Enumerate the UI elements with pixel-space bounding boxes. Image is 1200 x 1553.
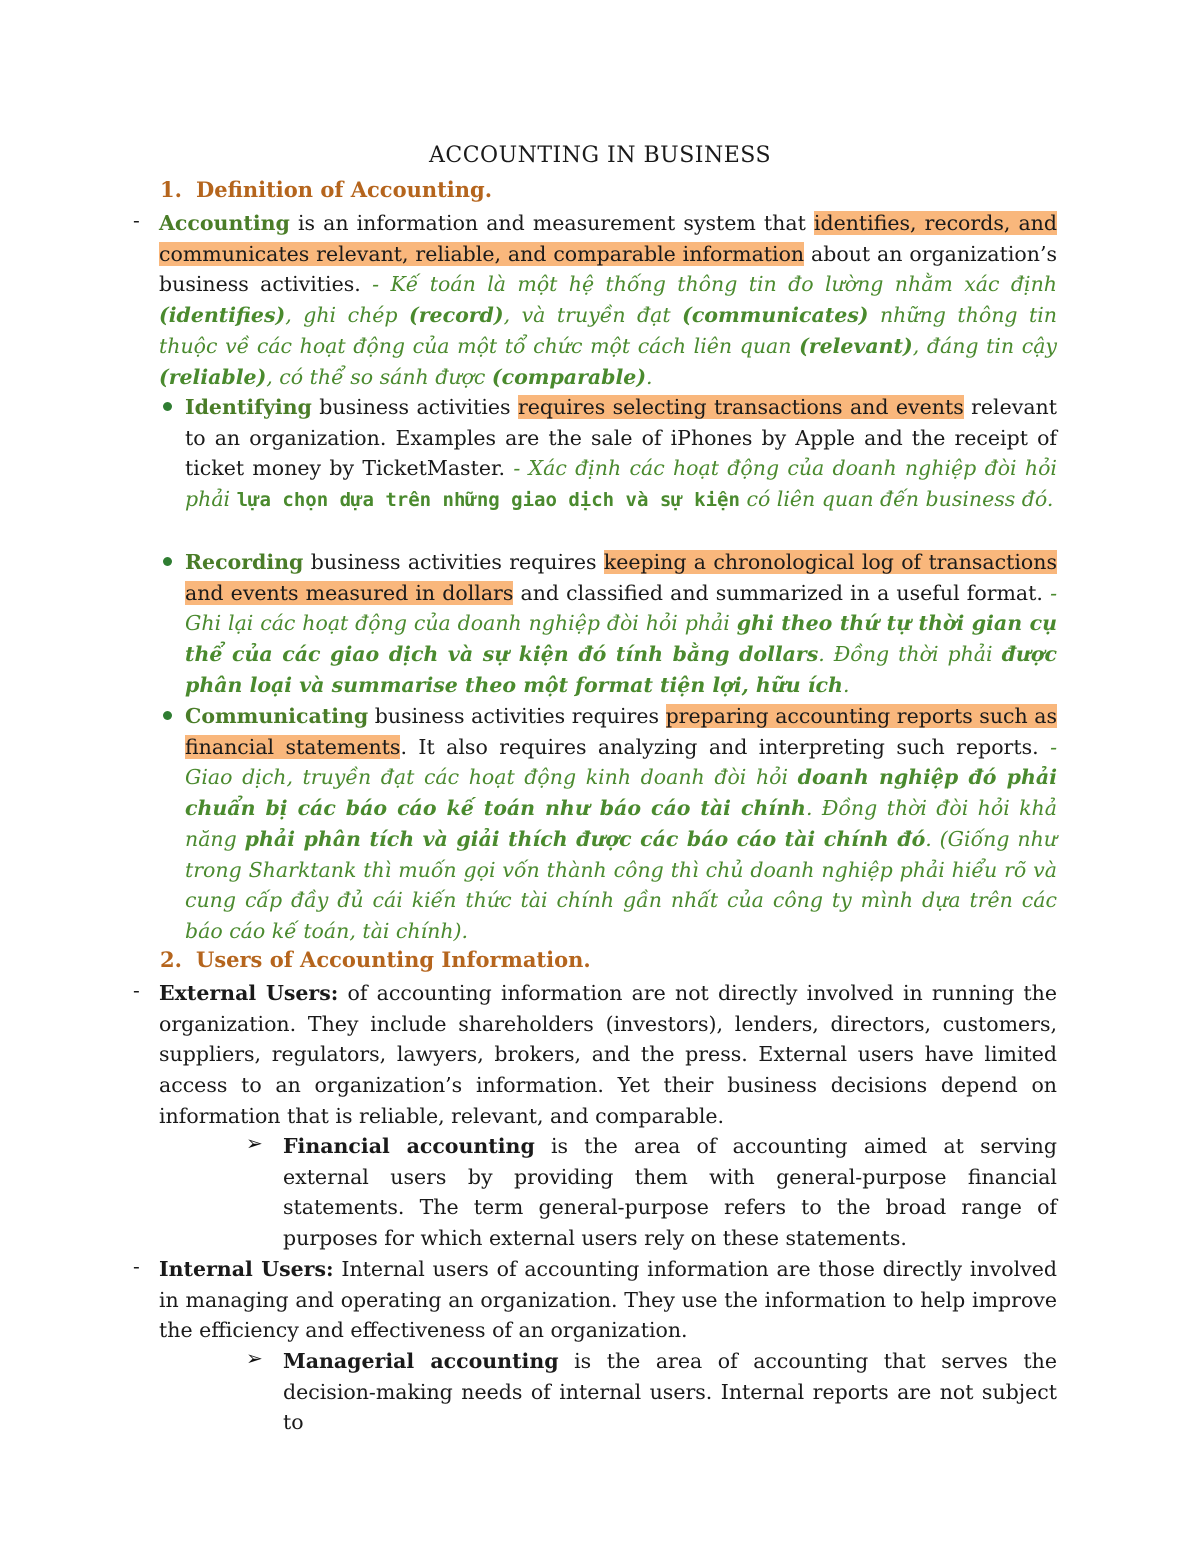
term-identifying: Identifying bbox=[185, 395, 312, 419]
financial-accounting-paragraph bbox=[283, 1131, 1057, 1254]
managerial-accounting-paragraph bbox=[283, 1346, 1057, 1438]
section-heading-text: Definition of Accounting. bbox=[196, 177, 493, 202]
dash-marker: - bbox=[133, 1254, 140, 1278]
text: business activities bbox=[311, 395, 518, 419]
vietnamese-note: . bbox=[646, 364, 653, 389]
term-internal-users: Internal Users: bbox=[159, 1257, 334, 1281]
vietnamese-note: , có thể so sánh được bbox=[266, 364, 492, 389]
text: . It also requires analyzing and interpreting such reports. bbox=[400, 734, 1051, 759]
page-title: ACCOUNTING IN BUSINESS bbox=[428, 143, 772, 168]
vietnamese-note: - Xác định các hoạt động của doanh nghiệp đòi hỏi phải bbox=[185, 456, 1057, 512]
term-financial-accounting: Financial accounting bbox=[283, 1134, 535, 1158]
vietnamese-bold: (relevant) bbox=[799, 333, 913, 358]
text: is the area of accounting that serves the decision-making needs of internal users. Internal reports are not subject to bbox=[283, 1349, 1057, 1435]
arrow-bullet-icon: ➢ bbox=[246, 1131, 263, 1155]
arrow-bullet-icon: ➢ bbox=[246, 1346, 263, 1370]
bullet-dot bbox=[163, 402, 172, 411]
bullet-dot bbox=[163, 711, 172, 720]
term-accounting: Accounting bbox=[159, 211, 290, 235]
term-external-users: External Users: bbox=[159, 981, 339, 1005]
text: business activities requires bbox=[303, 550, 604, 574]
highlight: identifies, records, and communicates relevant, reliable, and comparable information bbox=[159, 211, 1057, 266]
dash-marker: - bbox=[133, 208, 140, 232]
section-number: 2. bbox=[160, 947, 182, 972]
vietnamese-bold: (reliable) bbox=[159, 364, 267, 389]
vietnamese-note: - Kế toán là một hệ thống thông tin đo lường nhằm xác định bbox=[372, 272, 1057, 297]
vietnamese-note: . Đồng thời đòi hỏi khả năng bbox=[185, 796, 1057, 851]
text: relevant to an organization. Examples are the sale of iPhones by Apple and the receipt of ticket money by TicketMaster. bbox=[185, 395, 1057, 481]
vietnamese-bold: phải phân tích và giải thích được các báo cáo tài chính đó bbox=[244, 826, 926, 851]
bullet-communicating bbox=[185, 701, 1057, 947]
section-heading-2 bbox=[160, 947, 591, 972]
term-recording: Recording bbox=[185, 550, 304, 574]
dash-marker: - bbox=[133, 978, 140, 1002]
highlight: requires selecting transactions and events bbox=[517, 395, 964, 419]
highlight: preparing accounting reports such as financial statements bbox=[185, 704, 1057, 759]
bullet-recording bbox=[185, 547, 1057, 701]
definition-paragraph bbox=[159, 208, 1057, 392]
internal-users-paragraph bbox=[159, 1254, 1057, 1346]
bullet-dot bbox=[163, 557, 172, 566]
vietnamese-bold: doanh nghiệp đó phải chuẩn bị các báo cáo kế toán như báo cáo tài chính bbox=[185, 765, 1057, 821]
section-heading-text: Users of Accounting Information. bbox=[196, 947, 591, 972]
vietnamese-note: . Đồng thời phải bbox=[818, 642, 1002, 667]
vietnamese-bold: (record) bbox=[409, 303, 504, 328]
vietnamese-note: , ghi chép bbox=[285, 303, 410, 328]
vietnamese-bold: (communicates) bbox=[682, 303, 869, 328]
vietnamese-bold: được phân loại và summarise theo một format tiện lợi, hữu ích bbox=[185, 642, 1057, 697]
vietnamese-bold: ghi theo thứ tự thời gian cụ thể của các giao dịch và sự kiện đó tính bằng dollars bbox=[185, 611, 1058, 667]
vietnamese-bold: (identifies) bbox=[159, 303, 286, 328]
section-heading-1 bbox=[160, 177, 492, 202]
vietnamese-mono: lựa chọn dựa trên những giao dịch và sự kiện bbox=[236, 489, 740, 512]
vietnamese-note: - Giao dịch, truyền đạt các hoạt động kinh doanh đòi hỏi bbox=[185, 734, 1058, 790]
highlight: keeping a chronological log of transactions and events measured in dollars bbox=[185, 550, 1057, 605]
text: Internal users of accounting information are those directly involved in managing and operating an organization. They use the information to help improve the efficiency and effectiveness of an organization. bbox=[159, 1257, 1057, 1343]
section-number: 1. bbox=[160, 177, 182, 202]
text: business activities requires bbox=[368, 704, 666, 728]
text: of accounting information are not directly involved in running the organization. They include shareholders (investors), lenders, directors, customers, suppliers, regulators, lawyers, brokers, and the press. External users have limited access to an organization’s information. Yet their business decisions depend on information that is reliable, relevant, and comparable. bbox=[159, 981, 1057, 1128]
vietnamese-note: . bbox=[842, 672, 850, 697]
external-users-paragraph bbox=[159, 978, 1057, 1132]
text: and classified and summarized in a useful format. bbox=[513, 580, 1051, 605]
term-communicating: Communicating bbox=[185, 704, 369, 728]
text: is the area of accounting aimed at serving external users by providing them with general-purpose financial statements. The term general-purpose refers to the broad range of purposes for which external users rely on these statements. bbox=[283, 1134, 1058, 1251]
vietnamese-note: những thông tin thuộc về các hoạt động của một tổ chức một cách liên quan bbox=[159, 303, 1058, 358]
text: about an organization’s business activities. bbox=[159, 241, 1057, 297]
vietnamese-note: , đáng tin cậy bbox=[912, 333, 1057, 358]
text: is an information and measurement system that bbox=[289, 211, 814, 235]
vietnamese-note: có liên quan đến business đó. bbox=[739, 487, 1054, 512]
term-managerial-accounting: Managerial accounting bbox=[283, 1349, 559, 1373]
vietnamese-note: . (Giống như trong Sharktank thì muốn gọi vốn thành công thì chủ doanh nghiệp phải hiểu rõ và cung cấp đầy đủ cái kiến thức tài chính gần nhất của công ty mình dựa trên các báo cáo kế toán, tài chính). bbox=[185, 826, 1057, 943]
bullet-identifying bbox=[185, 392, 1057, 516]
vietnamese-note: - Ghi lại các hoạt động của doanh nghiệp đòi hỏi phải bbox=[185, 580, 1057, 636]
vietnamese-bold: (comparable) bbox=[491, 364, 647, 389]
vietnamese-note: , và truyền đạt bbox=[503, 303, 683, 328]
